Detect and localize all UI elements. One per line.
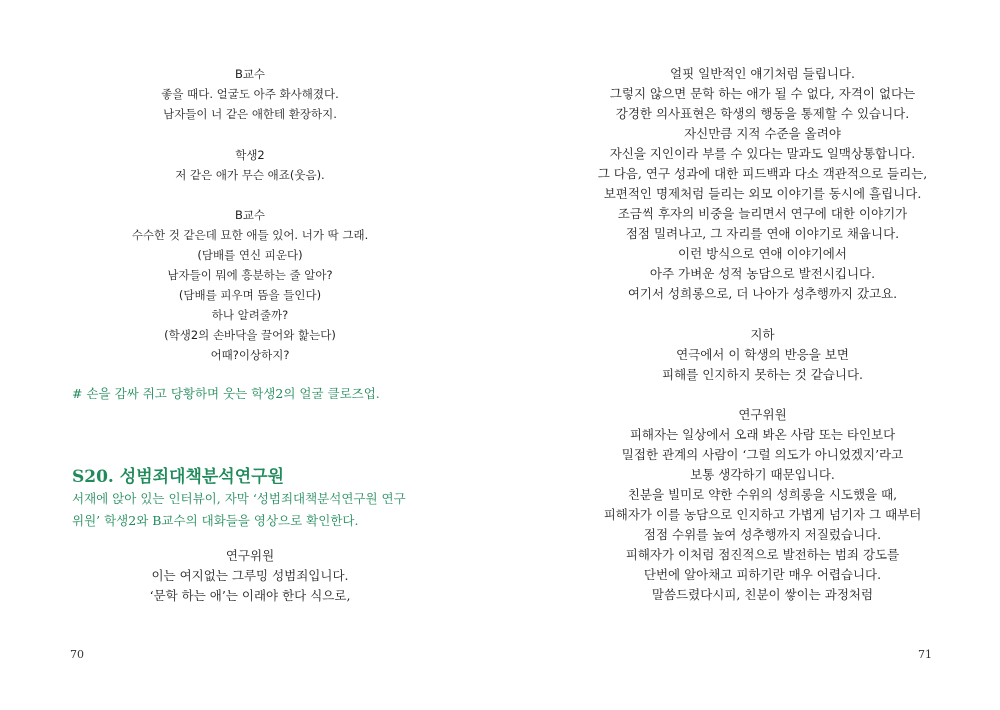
dialogue-jiha: [560, 325, 965, 385]
dialogue-researcher-3: [560, 405, 965, 605]
dialogue-line: 단번에 알아채고 피하기란 매우 어렵습니다.: [643, 567, 882, 582]
dialogue-line: 남자들이 뭐에 흥분하는 줄 알아?: [167, 268, 333, 282]
scene-heading: S20. 성범죄대책분석연구원: [72, 467, 284, 487]
scene-description-line: 위원’ 학생2와 B교수의 대화들을 영상으로 확인한다.: [72, 513, 359, 528]
dialogue-line: 좋을 때다. 얼굴도 아주 화사해졌다.: [161, 87, 339, 101]
speaker-name: 연구위원: [225, 548, 275, 563]
dialogue-line: 그렇지 않으면 문학 하는 애가 될 수 없다, 자격이 없다는: [609, 86, 916, 101]
dialogue-b-professor-2: [70, 205, 430, 365]
stage-direction: # 손을 감싸 쥐고 당황하며 웃는 학생2의 얼굴 클로즈업.: [72, 386, 380, 401]
page-number: 70: [70, 648, 84, 661]
stage-note: (담배를 연신 피운다): [197, 248, 303, 262]
dialogue-line: ‘문학 하는 애’는 이래야 한다 식으로,: [149, 588, 351, 603]
dialogue-line: 친분을 빌미로 약한 수위의 성희롱을 시도했을 때,: [627, 487, 898, 502]
dialogue-line: 저 같은 애가 무슨 애죠(웃음).: [175, 168, 325, 182]
dialogue-line: 어때?이상하지?: [210, 348, 290, 362]
dialogue-line: 말씀드렸다시피, 친분이 쌓이는 과정처럼: [651, 587, 874, 602]
speaker-name: 지하: [750, 327, 775, 342]
dialogue-line: 여기서 성희롱으로, 더 나아가 성추행까지 갔고요.: [627, 286, 898, 301]
scene-description-line: 서재에 앉아 있는 인터뷰이, 자막 ‘성범죄대책분석연구원 연구: [72, 491, 406, 506]
stage-note: (학생2의 손바닥을 끌어와 핥는다): [164, 328, 336, 342]
dialogue-line: 연극에서 이 학생의 반응을 보면: [676, 347, 849, 362]
speaker-name: B교수: [234, 67, 266, 81]
dialogue-line: 아주 가벼운 성적 농담으로 발전시킵니다.: [649, 266, 876, 281]
dialogue-line: 보통 생각하기 때문입니다.: [690, 467, 835, 482]
speaker-name: 학생2: [235, 148, 265, 162]
dialogue-line: 남자들이 너 같은 애한테 환장하지.: [163, 107, 337, 121]
dialogue-line: 조금씩 후자의 비중을 늘리면서 연구에 대한 이야기가: [617, 206, 908, 221]
dialogue-student2: [70, 145, 430, 185]
dialogue-line: 밀접한 관계의 사람이 ‘그럴 의도가 아니었겠지’라고: [621, 447, 904, 462]
dialogue-line: 강경한 의사표현은 학생의 행동을 통제할 수 있습니다.: [615, 106, 910, 121]
dialogue-b-professor-1: [70, 64, 430, 124]
dialogue-line: 피해를 인지하지 못하는 것 같습니다.: [662, 367, 863, 382]
dialogue-line: 자신을 지인이라 부를 수 있다는 말과도 일맥상통합니다.: [609, 146, 916, 161]
dialogue-line: 점점 밀려나고, 그 자리를 연애 이야기로 채웁니다.: [625, 226, 900, 241]
dialogue-line: 피해자가 이를 농담으로 인지하고 가볍게 넘기자 그 때부터: [603, 507, 922, 522]
dialogue-researcher-1: [70, 546, 430, 606]
dialogue-line: 점점 수위를 높여 성추행까지 저질렀습니다.: [643, 527, 882, 542]
dialogue-line: 이는 여지없는 그루밍 성범죄입니다.: [151, 568, 349, 583]
stage-note: (담배를 피우며 뜸을 들인다): [178, 288, 322, 302]
scene-description: [72, 488, 417, 532]
dialogue-line: 피해자는 일상에서 오래 봐온 사람 또는 타인보다: [629, 427, 896, 442]
speaker-name: 연구위원: [738, 407, 787, 422]
dialogue-line: 피해자가 이처럼 점진적으로 발전하는 범죄 강도를: [625, 547, 900, 562]
right-page: [500, 0, 1000, 710]
dialogue-line: 이런 방식으로 연애 이야기에서: [678, 246, 847, 261]
dialogue-line: 그 다음, 연구 성과에 대한 피드백과 다소 객관적으로 들리는,: [597, 166, 928, 181]
dialogue-researcher-2: [560, 64, 965, 304]
dialogue-line: 자신만큼 지적 수준을 올려야: [684, 126, 841, 141]
speaker-name: B교수: [234, 208, 266, 222]
dialogue-line: 얼핏 일반적인 얘기처럼 들립니다.: [670, 66, 855, 81]
dialogue-line: 보편적인 명제처럼 들리는 외모 이야기를 동시에 흘립니다.: [603, 186, 922, 201]
dialogue-line: 수수한 것 같은데 묘한 애들 있어. 너가 딱 그래.: [131, 228, 369, 242]
dialogue-line: 하나 알려줄까?: [211, 308, 289, 322]
page-number: 71: [918, 648, 932, 661]
